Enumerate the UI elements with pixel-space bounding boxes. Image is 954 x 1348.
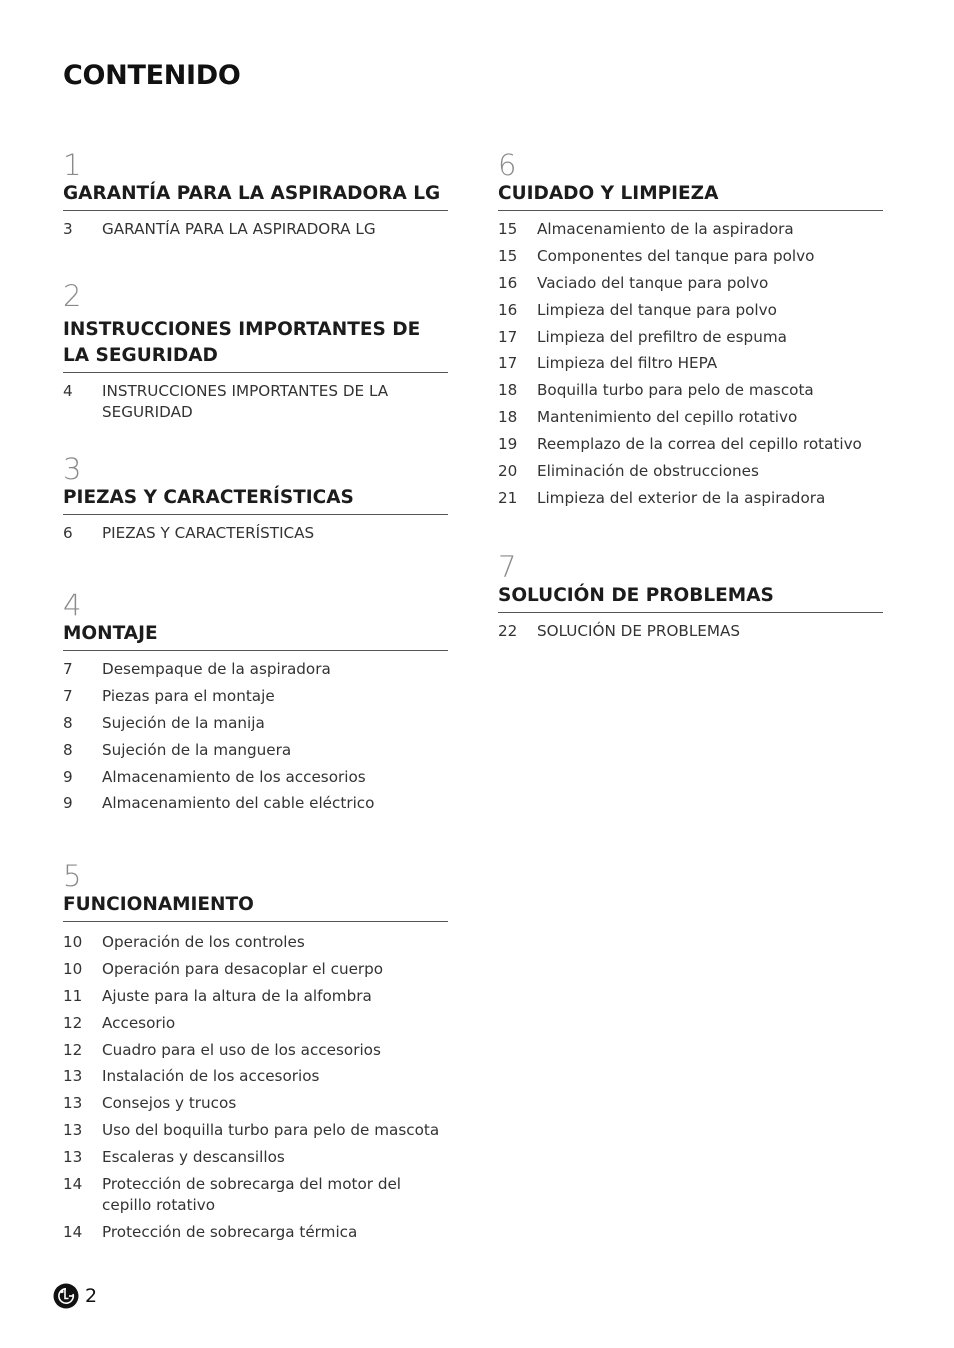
toc-entry[interactable] bbox=[498, 461, 883, 482]
entry-page-number: 16 bbox=[498, 300, 518, 319]
toc-entry[interactable] bbox=[63, 219, 448, 240]
entry-title: Cuadro para el uso de los accesorios bbox=[102, 1040, 381, 1059]
toc-entry[interactable] bbox=[63, 793, 448, 814]
toc-section-3 bbox=[63, 454, 448, 550]
toc-entry[interactable] bbox=[63, 659, 448, 680]
entry-list bbox=[63, 659, 448, 814]
entry-page-number: 15 bbox=[498, 246, 518, 265]
entry-list bbox=[63, 932, 448, 1243]
toc-section-4 bbox=[63, 590, 448, 820]
toc-entry[interactable] bbox=[63, 1147, 448, 1168]
section-number: 7 bbox=[498, 550, 517, 584]
toc-entry[interactable] bbox=[498, 621, 883, 642]
entry-title: Desempaque de la aspiradora bbox=[102, 660, 331, 678]
toc-section-6 bbox=[498, 150, 883, 515]
entry-title: Limpieza del prefiltro de espuma bbox=[537, 327, 787, 346]
entry-title: Operación de los controles bbox=[102, 933, 305, 951]
entry-title: Vaciado del tanque para polvo bbox=[537, 273, 769, 292]
entry-page-number: 6 bbox=[63, 524, 73, 542]
toc-section-7 bbox=[498, 552, 883, 648]
section-number: 6 bbox=[498, 148, 517, 182]
entry-title: Almacenamiento de los accesorios bbox=[102, 767, 366, 786]
section-title: PIEZAS Y CARACTERÍSTICAS bbox=[63, 485, 448, 515]
entry-page-number: 13 bbox=[63, 1148, 83, 1167]
entry-page-number: 16 bbox=[498, 273, 518, 292]
toc-entry[interactable] bbox=[498, 434, 883, 455]
toc-entry[interactable] bbox=[498, 380, 883, 401]
toc-entry[interactable] bbox=[498, 327, 883, 348]
entry-title: Piezas para el montaje bbox=[102, 686, 275, 705]
section-title: FUNCIONAMIENTO bbox=[63, 892, 448, 922]
entry-page-number: 13 bbox=[63, 1094, 83, 1113]
toc-entry[interactable] bbox=[498, 273, 883, 294]
toc-section-5 bbox=[63, 861, 448, 1249]
entry-title: Almacenamiento de la aspiradora bbox=[537, 220, 794, 238]
entry-page-number: 22 bbox=[498, 622, 518, 640]
toc-entry[interactable] bbox=[63, 1066, 448, 1087]
section-title: CUIDADO Y LIMPIEZA bbox=[498, 181, 883, 211]
entry-title: Eliminación de obstrucciones bbox=[537, 462, 759, 481]
toc-entry[interactable] bbox=[63, 767, 448, 788]
toc-entry[interactable] bbox=[498, 300, 883, 321]
page-title: CONTENIDO bbox=[63, 60, 241, 91]
page-number: 2 bbox=[85, 1285, 98, 1307]
section-title: SOLUCIÓN DE PROBLEMAS bbox=[498, 583, 883, 613]
entry-page-number: 11 bbox=[63, 986, 83, 1005]
entry-page-number: 19 bbox=[498, 435, 518, 454]
entry-title: Boquilla turbo para pelo de mascota bbox=[537, 381, 814, 400]
entry-page-number: 21 bbox=[498, 488, 518, 507]
toc-entry[interactable] bbox=[63, 740, 448, 761]
entry-page-number: 9 bbox=[63, 767, 73, 786]
entry-title: Limpieza del exterior de la aspiradora bbox=[537, 488, 826, 507]
entry-page-number: 10 bbox=[63, 959, 83, 978]
toc-entry[interactable] bbox=[498, 407, 883, 428]
entry-title: Sujeción de la manija bbox=[102, 713, 265, 732]
entry-title: Accesorio bbox=[102, 1013, 176, 1032]
entry-page-number: 15 bbox=[498, 220, 518, 238]
entry-page-number: 12 bbox=[63, 1013, 83, 1032]
entry-title: Protección de sobrecarga térmica bbox=[102, 1222, 358, 1241]
section-number: 2 bbox=[63, 279, 82, 313]
entry-page-number: 9 bbox=[63, 794, 73, 813]
toc-entry[interactable] bbox=[498, 353, 883, 374]
entry-page-number: 18 bbox=[498, 381, 518, 400]
entry-page-number: 4 bbox=[63, 382, 73, 400]
entry-page-number: 8 bbox=[63, 740, 73, 759]
entry-title: Instalación de los accesorios bbox=[102, 1067, 320, 1086]
toc-entry[interactable] bbox=[498, 219, 883, 240]
section-number: 4 bbox=[63, 588, 82, 622]
entry-page-number: 17 bbox=[498, 354, 518, 373]
entry-page-number: 14 bbox=[63, 1175, 83, 1194]
entry-list bbox=[63, 523, 448, 544]
toc-section-1 bbox=[63, 150, 448, 246]
toc-entry[interactable] bbox=[63, 1174, 448, 1216]
toc-entry[interactable] bbox=[63, 1120, 448, 1141]
entry-title: Reemplazo de la correa del cepillo rotativo bbox=[537, 435, 862, 454]
section-number: 5 bbox=[63, 859, 82, 893]
entry-page-number: 8 bbox=[63, 713, 73, 732]
entry-title: Componentes del tanque para polvo bbox=[537, 246, 815, 265]
entry-title: Ajuste para la altura de la alfombra bbox=[102, 986, 372, 1005]
entry-page-number: 7 bbox=[63, 686, 73, 705]
toc-entry[interactable] bbox=[63, 686, 448, 707]
lg-logo-icon bbox=[53, 1283, 79, 1309]
toc-entry[interactable] bbox=[498, 488, 883, 509]
toc-entry[interactable] bbox=[63, 1040, 448, 1061]
toc-entry[interactable] bbox=[63, 1013, 448, 1034]
entry-title: Mantenimiento del cepillo rotativo bbox=[537, 408, 798, 427]
entry-page-number: 13 bbox=[63, 1067, 83, 1086]
entry-title: Almacenamiento del cable eléctrico bbox=[102, 794, 375, 813]
entry-page-number: 20 bbox=[498, 462, 518, 481]
entry-title: GARANTÍA PARA LA ASPIRADORA LG bbox=[102, 220, 376, 238]
entry-list bbox=[498, 219, 883, 509]
toc-entry[interactable] bbox=[63, 381, 448, 423]
entry-page-number: 13 bbox=[63, 1121, 83, 1140]
section-number: 3 bbox=[63, 452, 82, 486]
section-title: INSTRUCCIONES IMPORTANTES DE LA SEGURIDAD bbox=[63, 312, 448, 373]
entry-title: Limpieza del tanque para polvo bbox=[537, 300, 777, 319]
toc-entry[interactable] bbox=[63, 1222, 448, 1243]
section-title: MONTAJE bbox=[63, 621, 448, 651]
entry-page-number: 3 bbox=[63, 220, 73, 238]
toc-entry[interactable] bbox=[63, 1093, 448, 1114]
toc-section-2 bbox=[63, 281, 448, 429]
entry-title: Operación para desacoplar el cuerpo bbox=[102, 959, 384, 978]
entry-title: Sujeción de la manguera bbox=[102, 740, 292, 759]
toc-entry[interactable] bbox=[498, 246, 883, 267]
entry-title: Protección de sobrecarga del motor del cepillo rotativo bbox=[102, 1175, 402, 1215]
entry-list bbox=[498, 621, 883, 642]
toc-entry[interactable] bbox=[63, 932, 448, 953]
entry-title: INSTRUCCIONES IMPORTANTES DE LA SEGURIDAD bbox=[102, 382, 389, 421]
entry-title: Consejos y trucos bbox=[102, 1094, 237, 1113]
entry-list bbox=[63, 381, 448, 423]
section-title: GARANTÍA PARA LA ASPIRADORA LG bbox=[63, 181, 448, 211]
entry-title: Limpieza del filtro HEPA bbox=[537, 354, 718, 373]
entry-page-number: 10 bbox=[63, 933, 83, 951]
entry-page-number: 7 bbox=[63, 660, 73, 678]
entry-list bbox=[63, 219, 448, 240]
entry-title: SOLUCIÓN DE PROBLEMAS bbox=[537, 622, 741, 640]
entry-title: PIEZAS Y CARACTERÍSTICAS bbox=[102, 524, 315, 542]
section-number: 1 bbox=[63, 148, 82, 182]
entry-page-number: 12 bbox=[63, 1040, 83, 1059]
entry-page-number: 17 bbox=[498, 327, 518, 346]
entry-page-number: 14 bbox=[63, 1222, 83, 1241]
entry-title: Escaleras y descansillos bbox=[102, 1148, 285, 1167]
entry-title: Uso del boquilla turbo para pelo de mascota bbox=[102, 1121, 440, 1140]
toc-entry[interactable] bbox=[63, 713, 448, 734]
toc-entry[interactable] bbox=[63, 959, 448, 980]
toc-entry[interactable] bbox=[63, 523, 448, 544]
toc-entry[interactable] bbox=[63, 986, 448, 1007]
entry-page-number: 18 bbox=[498, 408, 518, 427]
